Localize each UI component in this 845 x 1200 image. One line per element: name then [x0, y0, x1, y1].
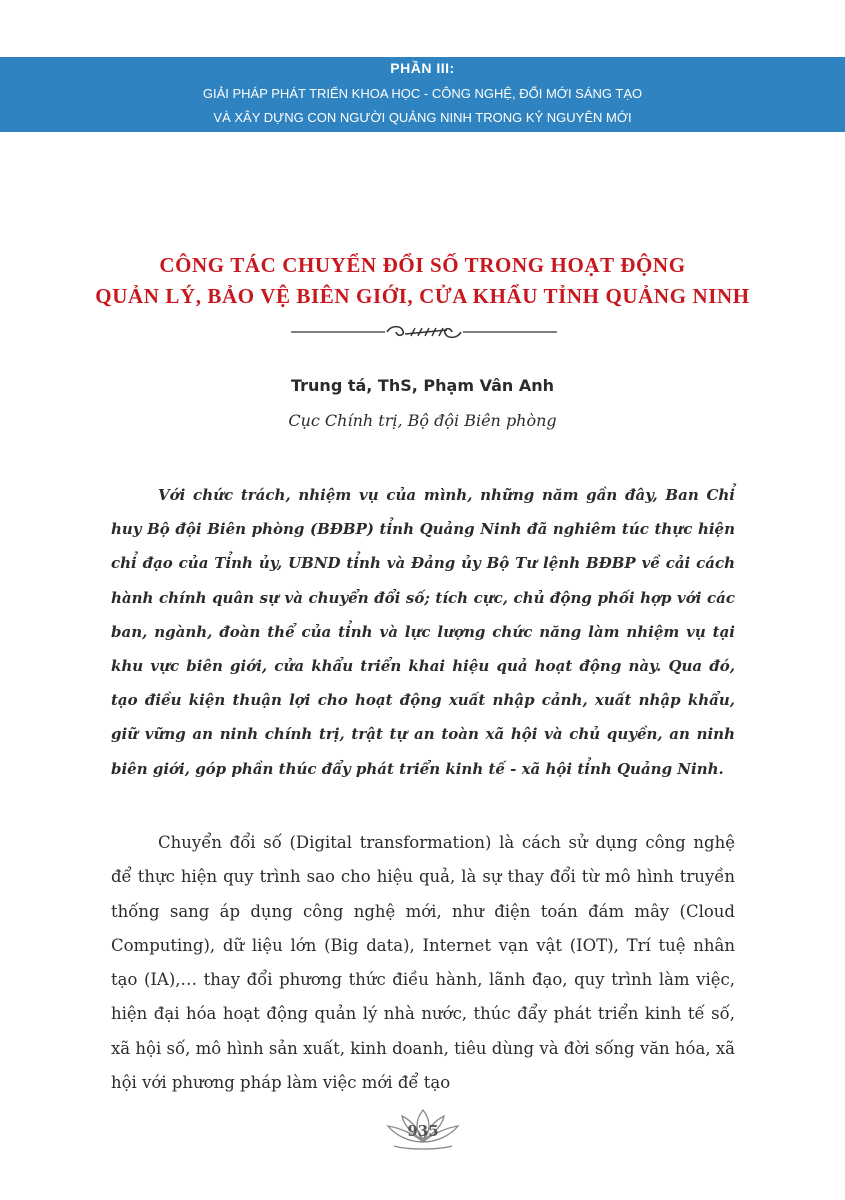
page-number: 935	[407, 1122, 439, 1140]
body-paragraph: Chuyển đổi số (Digital transformation) là cách sử dụng công nghệ để thực hiện quy trình sao cho hiệu quả, là sự thay đổi từ mô hình truyền thống sang áp dụng công nghệ mới, như điện toán đám mây (Cloud Computing), dữ liệu lớn (Big data), Internet vạn vật (IOT), Trí tuệ nhân tạo (IA),… thay đổi phương thức điều hành, lãnh đạo, quy trình làm việc, hiện đại hóa hoạt động quản lý nhà nước, thúc đẩy phát triển kinh tế số, xã hội số, mô hình sản xuất, kinh doanh, tiêu dùng và đời sống văn hóa, xã hội với phương pháp làm việc mới để tạo	[111, 833, 735, 1093]
part-subtitle-line-2: VÀ XÂY DỰNG CON NGƯỜI QUẢNG NINH TRONG KỶ NGUYÊN MỚI	[213, 110, 632, 125]
author-name: Trung tá, ThS, Phạm Vân Anh	[290, 376, 554, 395]
section-header-banner	[0, 57, 845, 132]
part-label: PHẦN III:	[390, 60, 455, 76]
article-title-line-2: QUẢN LÝ, BẢO VỆ BIÊN GIỚI, CỬA KHẨU TỈNH QUẢNG NINH	[95, 284, 750, 308]
abstract-paragraph: Với chức trách, nhiệm vụ của mình, những năm gần đây, Ban Chỉ huy Bộ đội Biên phòng (BĐBP) tỉnh Quảng Ninh đã nghiêm túc thực hiện chỉ đạo của Tỉnh ủy, UBND tỉnh và Đảng ủy Bộ Tư lệnh BĐBP về cải cách hành chính quân sự và chuyển đổi số; tích cực, chủ động phối hợp với các ban, ngành, đoàn thể của tỉnh và lực lượng chức năng làm nhiệm vụ tại khu vực biên giới, cửa khẩu triển khai hiệu quả hoạt động này. Qua đó, tạo điều kiện thuận lợi cho hoạt động xuất nhập cảnh, xuất nhập khẩu, giữ vững an ninh chính trị, trật tự an toàn xã hội và chủ quyền, an ninh biên giới, góp phần thúc đẩy phát triển kinh tế - xã hội tỉnh Quảng Ninh.	[111, 486, 735, 778]
title-divider-ornament-icon	[291, 322, 557, 342]
author-affiliation: Cục Chính trị, Bộ đội Biên phòng	[288, 411, 557, 430]
article-title-line-1: CÔNG TÁC CHUYỂN ĐỔI SỐ TRONG HOẠT ĐỘNG	[159, 253, 686, 277]
part-subtitle-line-1: GIẢI PHÁP PHÁT TRIỂN KHOA HỌC - CÔNG NGHỆ, ĐỔI MỚI SÁNG TẠO	[202, 86, 643, 101]
